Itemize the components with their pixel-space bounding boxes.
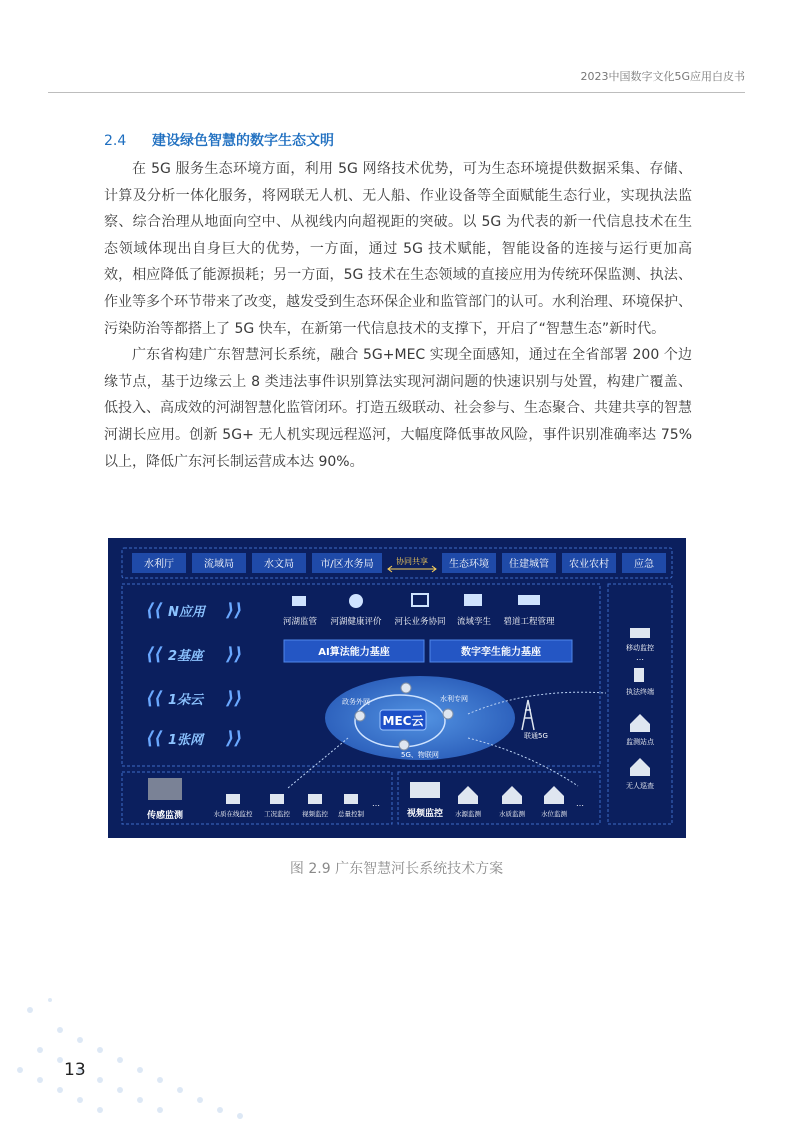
cloud-small-icon (344, 794, 358, 804)
running-header: 2023中国数字文化5G应用白皮书 (580, 70, 745, 83)
tab: 农业农村 (569, 559, 609, 570)
tab: 流域局 (204, 559, 234, 570)
figure-caption: 图 2.9 广东智慧河长系统技术方案 (289, 861, 504, 877)
video-item: 水质监测 (499, 810, 525, 818)
router-icon (292, 596, 306, 606)
cloud-node-label: 政务外网 (342, 698, 370, 706)
decorative-dots (0, 860, 793, 1122)
sensing-item: 水质在线监控 (213, 810, 253, 818)
paragraph: 广东省构建广东智慧河长系统，融合 5G+MEC 实现全面感知，通过在全省部署 200 个边缘节点，基于边缘云上 8 类违法事件识别算法实现河湖问题的快速识别与处置，构建广覆盖、低投入、高成效的河湖智慧化监管闭环。打造五级联动、社会参与、生态聚合、共建共享的智慧河湖长应用。创新 5G+ 无人机实现远程巡河，大幅度降低事故风险，事件识别准确率达 75% 以上，降低广东河长制运营成本达 90%。 (104, 347, 692, 470)
bracket-icon: ⟩⟩ (226, 600, 243, 621)
app-label: 河长业务协同 (394, 617, 446, 627)
figure-svg (108, 538, 686, 838)
right-item: 移动监控 (626, 644, 654, 652)
video-item: 水位监测 (541, 810, 567, 818)
app-label: 碧道工程管理 (503, 617, 555, 627)
router-node-icon (443, 709, 453, 719)
app-label: 流域孪生 (456, 617, 492, 627)
sensor-photo (148, 778, 182, 800)
sensor-icon (226, 794, 240, 804)
tab: 市/区水务局 (320, 559, 374, 570)
cloud-node-label: 5G、物联网 (401, 751, 439, 759)
bracket-icon: ⟨⟨ (146, 600, 163, 621)
video-item: 水源监测 (455, 810, 481, 818)
vehicle-icon (630, 628, 650, 638)
app-label: 河湖健康评价 (330, 617, 382, 627)
body-text (104, 156, 692, 475)
tower-label: 联通5G (524, 732, 548, 740)
tab: 应急 (634, 559, 654, 570)
header-rule (48, 92, 745, 93)
layer-label: 1朵云 (168, 693, 204, 708)
section-heading (104, 130, 334, 150)
section-number: 2.4 (104, 133, 127, 149)
sensing-title: 传感监测 (146, 811, 184, 821)
more-dots: … (636, 653, 644, 662)
bracket-icon: ⟨⟨ (146, 688, 163, 709)
app-label: 河湖监管 (282, 617, 318, 627)
terminal-icon (634, 668, 644, 682)
sensing-item: 工况监控 (264, 810, 290, 818)
sensing-item: 总量控制 (338, 810, 364, 818)
bracket-icon: ⟩⟩ (226, 644, 243, 665)
layer-label: 1张网 (168, 733, 204, 748)
more-dots: … (372, 799, 380, 808)
bracket-icon: ⟩⟩ (226, 728, 243, 749)
sensor-icon (270, 794, 284, 804)
router-node-icon (401, 683, 411, 693)
more-dots: … (576, 799, 584, 808)
bracket-icon: ⟩⟩ (226, 688, 243, 709)
bracket-icon: ⟨⟨ (146, 728, 163, 749)
coop-label: 协同共享 (396, 557, 428, 566)
tab: 生态环境 (449, 559, 489, 570)
layer-label: N应用 (168, 605, 205, 620)
camera-icon (308, 794, 322, 804)
dam-icon (410, 782, 440, 798)
figure-diagram (108, 538, 686, 838)
base-label: 数字孪生能力基座 (461, 647, 541, 658)
right-item: 监测站点 (626, 738, 654, 746)
layer-label: 2基座 (168, 649, 204, 664)
video-title: 视频监控 (406, 809, 444, 819)
bracket-icon: ⟨⟨ (146, 644, 163, 665)
page-number: 13 (64, 1060, 86, 1080)
tab: 水文局 (264, 559, 294, 570)
tab: 水利厅 (144, 559, 174, 570)
machine-icon (518, 595, 540, 605)
router-node-icon (355, 711, 365, 721)
section-title: 建设绿色智慧的数字生态文明 (152, 133, 334, 149)
cloud-icon (349, 594, 363, 608)
base-label: AI算法能力基座 (318, 647, 390, 658)
mec-label: MEC云 (382, 714, 424, 728)
sensing-item: 视频监控 (302, 810, 328, 818)
cloud-node-label: 水利专网 (440, 695, 468, 703)
tab: 住建城管 (509, 559, 549, 570)
grid-icon (464, 594, 482, 606)
paragraph: 在 5G 服务生态环境方面，利用 5G 网络技术优势，可为生态环境提供数据采集、存储、计算及分析一体化服务，将网联无人机、无人船、作业设备等全面赋能生态行业，实现执法监察、综合治理从地面向空中、从视线内向超视距的突破。以 5G 为代表的新一代信息技术在生态领域体现出自身巨大的优势，一方面，通过 5G 技术赋能，智能设备的连接与运行更加高效，相应降低了能源损耗；另一方面，5G 技术在生态领域的直接应用为传统环保监测、执法、作业等多个环节带来了改变，越发受到生态环保企业和监管部门的认可。水利治理、环境保护、污染防治等都搭上了 5G 快车，在新第一代信息技术的支撑下，开启了“智慧生态”新时代。 (104, 161, 692, 337)
router-node-icon (399, 740, 409, 750)
right-item: 执法终端 (626, 688, 654, 696)
right-item: 无人巡查 (626, 782, 654, 790)
